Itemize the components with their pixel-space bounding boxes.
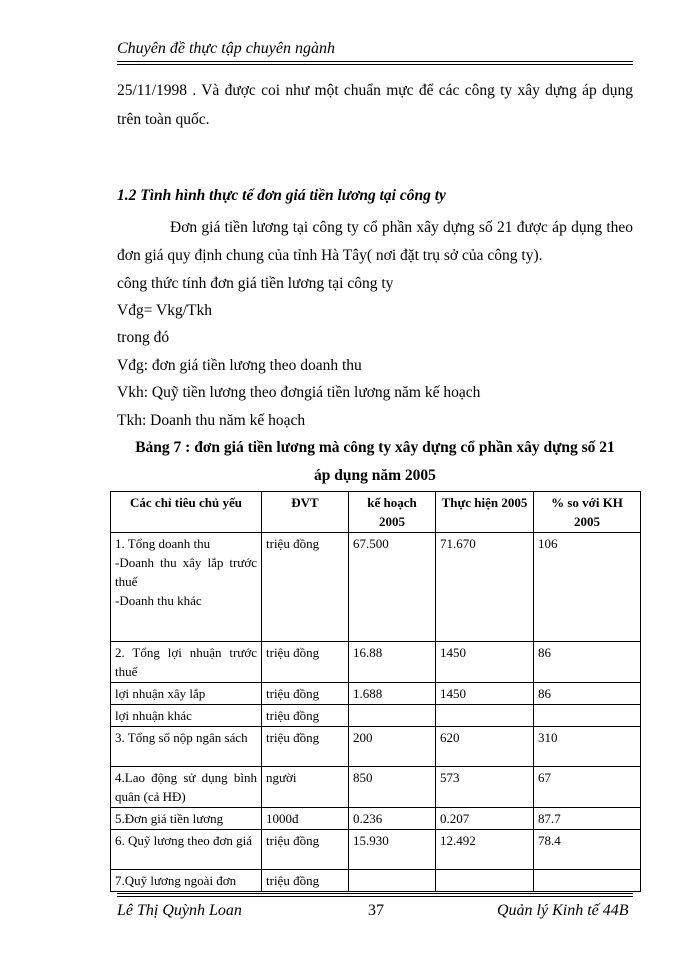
table-row bbox=[111, 870, 641, 892]
header-indicator: Các chỉ tiêu chủ yếu bbox=[111, 492, 262, 533]
row-actual: 1450 bbox=[436, 642, 534, 683]
row-indicator: 2. Tổng lợi nhuận trước thuế bbox=[111, 642, 262, 683]
row-indicator: 1. Tổng doanh thu -Doanh thu xây lắp trước thuế -Doanh thu khác bbox=[111, 533, 262, 642]
row-percent: 106 bbox=[534, 533, 641, 642]
row-indicator: 5.Đơn giá tiền lương bbox=[111, 808, 262, 830]
row-unit: 1000đ bbox=[262, 808, 349, 830]
row-unit: triệu đồng bbox=[262, 642, 349, 683]
header-plan-2005: kế hoạch 2005 bbox=[349, 492, 436, 533]
row-plan bbox=[349, 705, 436, 727]
row-actual: 1450 bbox=[436, 683, 534, 705]
row-unit: triệu đồng bbox=[262, 533, 349, 642]
where-line: trong đó bbox=[117, 329, 170, 346]
table-row bbox=[111, 642, 641, 683]
row-percent bbox=[534, 870, 641, 892]
definition-tkh: Tkh: Doanh thu năm kế hoạch bbox=[117, 412, 306, 429]
row-actual: 573 bbox=[436, 767, 534, 808]
table-caption-line2: áp dụng năm 2005 bbox=[314, 467, 436, 484]
row-percent: 78.4 bbox=[534, 830, 641, 870]
formula-intro-line: công thức tính đơn giá tiền lương tại công ty bbox=[117, 275, 394, 292]
row-percent: 67 bbox=[534, 767, 641, 808]
row-actual: 620 bbox=[436, 727, 534, 767]
row-percent: 86 bbox=[534, 642, 641, 683]
page-header-title: Chuyên đề thực tập chuyên ngành bbox=[117, 40, 335, 57]
row-plan: 67.500 bbox=[349, 533, 436, 642]
footer-page-number: 37 bbox=[368, 902, 384, 919]
section-heading: 1.2 Tình hình thực tế đơn giá tiền lương tại công ty bbox=[117, 187, 446, 204]
row-plan bbox=[349, 870, 436, 892]
row-actual: 12.492 bbox=[436, 830, 534, 870]
header-percent-of-plan: % so với KH 2005 bbox=[534, 492, 641, 533]
table-row bbox=[111, 808, 641, 830]
footer-class: Quản lý Kinh tế 44B bbox=[497, 902, 629, 919]
wage-table bbox=[110, 491, 641, 892]
header-actual-2005: Thực hiện 2005 bbox=[436, 492, 534, 533]
row-percent: 310 bbox=[534, 727, 641, 767]
row-indicator: lợi nhuận xây lắp bbox=[111, 683, 262, 705]
row-unit: triệu đồng bbox=[262, 870, 349, 892]
table-row bbox=[111, 533, 641, 642]
table-caption-line1: Bảng 7 : đơn giá tiền lương mà công ty xây dựng cổ phần xây dựng số 21 bbox=[135, 439, 615, 456]
table-row bbox=[111, 767, 641, 808]
header-rule-bottom bbox=[117, 64, 633, 65]
intro-paragraph: 25/11/1998 . Và được coi như một chuẩn mực để các công ty xây dựng áp dụng trên toàn quốc. bbox=[117, 82, 633, 128]
header-rule-top bbox=[117, 61, 633, 62]
row-percent bbox=[534, 705, 641, 727]
row-plan: 0.236 bbox=[349, 808, 436, 830]
definition-vkh: Vkh: Quỹ tiền lương theo đơngiá tiền lương năm kế hoạch bbox=[117, 384, 481, 401]
row-actual bbox=[436, 870, 534, 892]
row-plan: 200 bbox=[349, 727, 436, 767]
row-unit: người bbox=[262, 767, 349, 808]
table-row bbox=[111, 683, 641, 705]
row-unit: triệu đồng bbox=[262, 683, 349, 705]
table-row bbox=[111, 830, 641, 870]
section-paragraph: Đơn giá tiền lương tại công ty cổ phần xây dựng số 21 được áp dụng theo đơn giá quy định chung của tỉnh Hà Tây( nơi đặt trụ sở của công ty). bbox=[117, 219, 633, 264]
row-indicator: 6. Quỹ lương theo đơn giá bbox=[111, 830, 262, 870]
row-plan: 1.688 bbox=[349, 683, 436, 705]
row-unit: triệu đồng bbox=[262, 727, 349, 767]
row-indicator: lợi nhuận khác bbox=[111, 705, 262, 727]
header-unit: ĐVT bbox=[262, 492, 349, 533]
formula-line: Vđg= Vkg/Tkh bbox=[117, 302, 212, 319]
footer-author: Lê Thị Quỳnh Loan bbox=[117, 902, 242, 919]
row-plan: 16.88 bbox=[349, 642, 436, 683]
row-actual: 71.670 bbox=[436, 533, 534, 642]
row-percent: 86 bbox=[534, 683, 641, 705]
table-row bbox=[111, 705, 641, 727]
row-indicator: 4.Lao động sử dụng bình quân (cả HĐ) bbox=[111, 767, 262, 808]
row-percent: 87.7 bbox=[534, 808, 641, 830]
row-actual bbox=[436, 705, 534, 727]
definition-vdg: Vđg: đơn giá tiền lương theo doanh thu bbox=[117, 357, 362, 374]
footer-rule-bottom bbox=[117, 896, 633, 897]
row-unit: triệu đồng bbox=[262, 705, 349, 727]
table-row bbox=[111, 727, 641, 767]
row-indicator: 7.Quỹ lương ngoài đơn bbox=[111, 870, 262, 892]
row-indicator: 3. Tổng số nộp ngân sách bbox=[111, 727, 262, 767]
row-plan: 15.930 bbox=[349, 830, 436, 870]
row-plan: 850 bbox=[349, 767, 436, 808]
row-actual: 0.207 bbox=[436, 808, 534, 830]
table-header-row bbox=[111, 492, 641, 533]
row-unit: triệu đồng bbox=[262, 830, 349, 870]
footer-rule-top bbox=[117, 893, 633, 894]
